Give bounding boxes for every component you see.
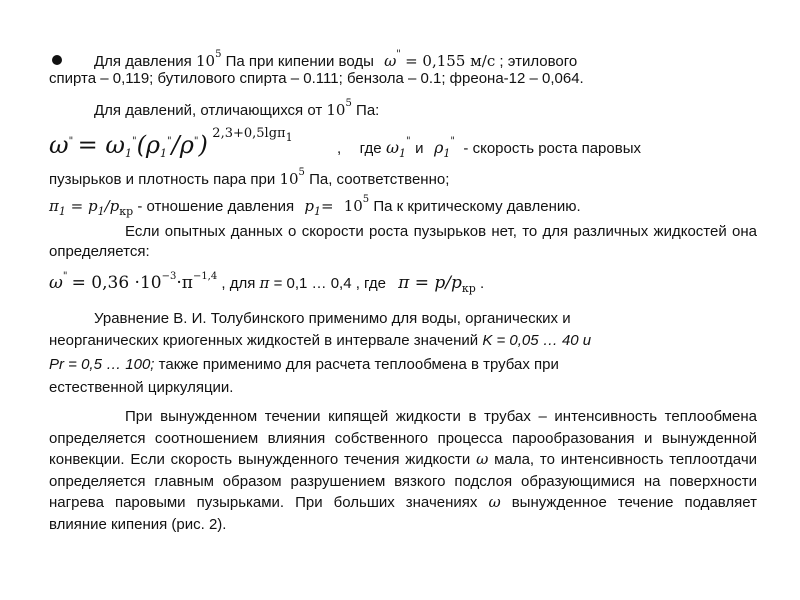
line-other-pressures [94, 94, 379, 121]
math-pi1: $\pi_1 = p_1/p_{кр}$ [49, 197, 134, 218]
math-omega: ω" [384, 49, 401, 70]
tolubinsky-line-2 [49, 331, 591, 351]
math-rhs: = $\omega_1^"(\rho_1^"/\rho^")$ [77, 131, 208, 160]
text: естественной циркуляции. [49, 379, 234, 396]
text: , [337, 140, 342, 157]
text: = 0,1 … 0,4 , где [273, 275, 386, 292]
tolubinsky-line-4 [49, 378, 233, 398]
math-p1: $p_1=$ [304, 197, 334, 218]
math-rho1: $\rho_1^"$ [433, 136, 455, 160]
text: вынужденное течение подавляет влияние кипения (рис. 2). [49, 494, 757, 533]
text: ; этилового [499, 53, 578, 70]
text: - отношение давления [137, 198, 295, 215]
math-pressure: $10^5$ [279, 167, 305, 188]
text: также применимо для расчета теплообмена в трубах при [158, 356, 559, 373]
text: где [359, 140, 382, 157]
formula-empirical [49, 267, 484, 299]
math-pressure: $10^5$ [195, 49, 222, 70]
math-exponent: 2,3+0,5lgπ1 [212, 126, 293, 144]
paragraph-no-data: Если опытных данных о скорости роста пузырьков нет, то для различных жидкостей она определяется: [49, 223, 757, 260]
text: Па к критическому давлению. [373, 198, 581, 215]
math-pressure: $10^5$ [326, 98, 352, 119]
paragraph-forced-flow [49, 406, 757, 535]
line-pressure-ratio [49, 190, 581, 222]
text: При вынужденном течении кипящей жидкости в трубах – интенсивность теплообмена определяется соотношением влияния собственного процесса парообразования и вынужденной конвекции. Если скорость вынужденного течения жидкости [49, 408, 757, 468]
math-pi-def: $\pi = p/p_{кр}$ [398, 273, 476, 295]
math-value: = 0,155 м/с [405, 52, 496, 70]
math-pi: π [259, 274, 270, 292]
text: Для давления [94, 53, 192, 70]
text: Для давлений, отличающихся от [94, 102, 323, 119]
text: Па: [356, 102, 380, 119]
line-other-liquids [49, 69, 584, 89]
tolubinsky-line-3 [49, 355, 559, 375]
math-pressure: $10^5$ [343, 194, 370, 215]
text: пузырьков и плотность пара при [49, 171, 276, 188]
text: и [415, 140, 424, 157]
math-omega1: $\omega_1^"$ [386, 136, 411, 160]
math-omega: ω [488, 493, 501, 511]
text-italic: Pr = 0,5 … 100; [49, 356, 155, 373]
text-italic: K = 0,05 … 40 и [482, 332, 592, 349]
formula-tolubinsky [49, 126, 641, 160]
text: Уравнение В. И. Толубинского применимо для воды, органических и [94, 310, 571, 327]
line-bubbles-density [49, 163, 449, 190]
line-water-velocity [94, 45, 577, 72]
math-rhs: = $0,36 \cdot 10^{-3}\cdot\pi^{-1,4}$ [71, 271, 218, 293]
text: Па при кипении воды [225, 53, 374, 70]
math-lhs: ω" [49, 131, 74, 159]
math-lhs: ω" [49, 271, 68, 293]
tolubinsky-line-1 [94, 309, 571, 329]
text: Па, соответственно; [309, 171, 450, 188]
bullet-marker [52, 55, 62, 65]
text: . [479, 275, 485, 292]
math-omega: ω [476, 450, 489, 468]
text: мала, то интенсивность теплоотдачи определяется главным образом разрушением вязкого подслоя образующимися на поверхности нагрева паровыми пузырьками. При больших значениях [49, 451, 758, 511]
text: спирта – 0,119; бутилового спирта – 0.111; бензола – 0.1; фреона-12 – 0,064. [49, 70, 584, 87]
text: , для [221, 275, 256, 292]
text: - скорость роста паровых [463, 140, 641, 157]
text: неорганических криогенных жидкостей в интервале значений [49, 332, 479, 349]
